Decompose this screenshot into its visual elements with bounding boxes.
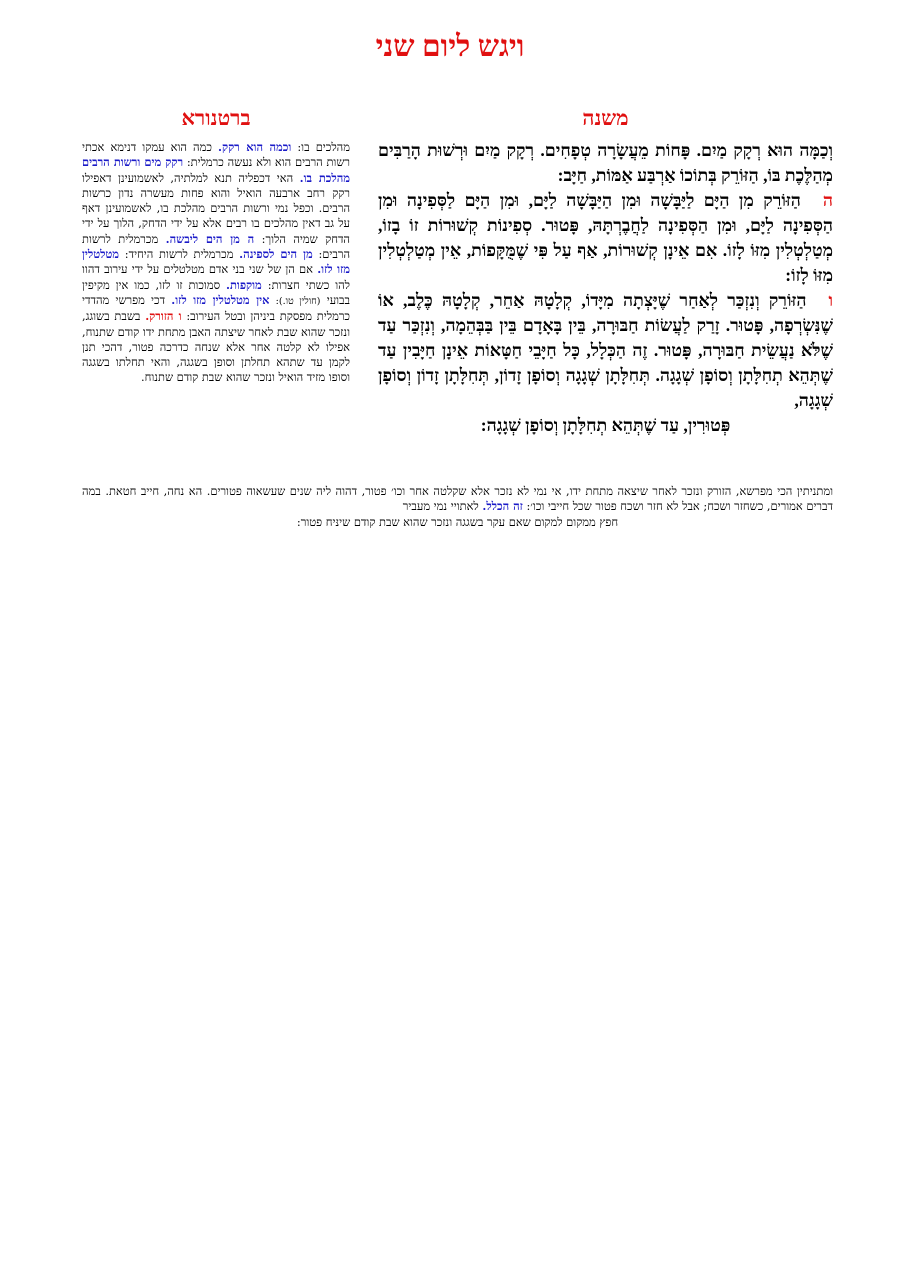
source-reference: (חולין טו.): [275, 295, 321, 307]
segment-marker: ה [822, 190, 833, 210]
comment-text: בשבת בשוגג, ונזכר שהוא שבת לאחר שיצתה האבן מתחת ידו קודם שתנוח, אפילו לא קלטה אחר אלא שנחה כדרכה פטור, דהכי תנן לקמן עד שתהא תחלתן וסופן בשגגה, והאי תחלתו בשגגה וסופו מזיד הואיל ונזכר שהוא שבת קודם שתנוח. [82, 309, 350, 385]
comment-text: מהלכים בו: [297, 140, 350, 154]
comment-last-line: חפץ ממקום למקום שאם עקר בשגגה ונזכר שהוא שבת קודם שינּיח פטור: [296, 514, 619, 529]
mishna-part-2: הַזּוֹרֵק מִן הַיָּם לַיַּבָּשָׁה וּמִן הַיַּבָּשָׁה לַיָּם, וּמִן הַיָּם לַסְּפִינָה וּמִן הַסְּפִינָה לַיָּם, וּמִן הַסְּפִינָה לַחֲבֶרְתָּהּ, פָּטוּר. סְפִינוֹת קְשׁוּרוֹת זוֹ בָזוֹ, מְטַלְטְלִין מִזּוֹ לָזוֹ. אִם אֵינָן קְשׁוּרוֹת, אַף עַל פִּי שֶׁמֻּקָּפוֹת, אֵין מְטַלְטְלִין מִזּוֹ לָזוֹ: [378, 190, 833, 285]
segment-marker: ו [828, 290, 833, 310]
comment-text: כמה הוא עמקו דנימא אכתי רשות הרבים הוא ולא נעשה כרמלית: [82, 140, 350, 170]
dibur-hamatchil: מוקפות. [226, 277, 262, 292]
dibur-hamatchil: ה מן הים ליבשה. [165, 231, 255, 246]
mishna-heading: משנה [582, 106, 629, 130]
dibur-hamatchil: אין מטלטלין מזו לזו. [171, 292, 270, 307]
dibur-hamatchil: רקק מים ורשות הרבים מהלכת בו. [82, 155, 351, 185]
comment-text: דכי מפרשי מהדדי כרמלית מפסקת ביניהן ובטל העירוב: [82, 292, 350, 324]
mishna-paragraph [378, 138, 833, 188]
mishna-paragraph [378, 188, 833, 288]
dibur-hamatchil: מן הים לספינה. [239, 247, 313, 262]
bartenura-paragraph [82, 140, 350, 386]
dibur-hamatchil: זה הכלל. [482, 499, 523, 514]
mishna-last-line: פְּטוּרִין, עַד שֶׁתְּהֵא תְחִלָּתָן וְסוֹפָן שְׁגָגָה: [480, 415, 731, 435]
mishna-text [378, 138, 833, 438]
page-title: ויגש ליום שני [375, 30, 525, 63]
bartenura-commentary [82, 140, 350, 386]
comment-text: ומתניתין הכי מפרשא, הזורק ונזכר לאחר שיצאה מתחת ידו, אי נמי לא נזכר אלא שקלטה אחר וכו׳ פטור, דהוה ליה שנים שעשאוה פטורים. הא נחה, חייב חטאת. במה דברים אמורים, כשחזר ושכח; אבל לא חזר ושכח פטור שכל חייבי וכו׳: [82, 484, 833, 514]
comment-text: לאתויי נמי מעביר [402, 499, 479, 514]
dibur-hamatchil: ו הזורק. [145, 309, 182, 324]
mishna-part-1: וְכַמָּה הוּא רְקָק מַיִם. פָּחוֹת מֵעֲשָׂרָה טְפָחִים. רְקָק מַיִם וּרְשׁוּת הָרַבִּים מְהַלֶּכֶת בּוֹ, הַזּוֹרֵק בְּתוֹכוֹ אַרְבַּע אַמּוֹת, חַיָּב: [378, 140, 833, 185]
comment-text: האי דכפליה תנא למלתיה, לאשמועינן דאפילו רקק רחב ארבעה הואיל והוא פחות מעשרה נדון כרשות הרבים. וכפל נמי ורשות הרבים מהלכת בו, לאשמועינן דאף על גב דאין מהלכים בו רבים אלא על ידי הדחק, הלוך על ידי הדחק שמיה הלוך: [82, 170, 350, 246]
mishna-paragraph [378, 288, 833, 413]
dibur-hamatchil: מטלטלין מזו לזו. [82, 247, 350, 277]
comment-text: אם הן של שני בני אדם מטלטלים על ידי עירוב דהוו להו כשתי חצרות: [82, 262, 351, 292]
comment-text: מכרמלית לרשות היחיד: [124, 247, 234, 262]
dibur-hamatchil: וכמה הוא רקק. [218, 140, 292, 154]
bartenura-continuation [82, 484, 833, 530]
comment-text: מכרמלית לרשות הרבים: [82, 231, 351, 262]
bartenura-paragraph [82, 484, 833, 515]
bartenura-heading: ברטנורא [181, 106, 251, 130]
mishna-part-3: הַזּוֹרֵק וְנִזְכַּר לְאַחַר שֶׁיָּצְתָה מִיָּדוֹ, קְלָטָהּ אַחֵר, קְלָטָהּ כֶּלֶב, אוֹ שֶׁנִּשְׂרְפָה, פָּטוּר. זָרַק לַעֲשׂוֹת חַבּוּרָה, בֵּין בָּאָדָם בֵּין בַּבְּהֵמָה, וְנִזְכַּר עַד שֶׁלֹּא נַעֲשֵׂית חַבּוּרָה, פָּטוּר. זֶה הַכְּלָל, כָּל חַיָּבֵי חַטָּאוֹת אֵינָן חַיָּבִין עַד שֶׁתְּהֵא תְחִלָּתָן וְסוֹפָן שְׁגָגָה. תְּחִלָּתָן שְׁגָגָה וְסוֹפָן זָדוֹן, תְּחִלָּתָן זָדוֹן וְסוֹפָן שְׁגָגָה, [378, 290, 833, 410]
comment-text: סמוכות זו לזו, כמו אין מקיפין בבועי [82, 277, 351, 307]
